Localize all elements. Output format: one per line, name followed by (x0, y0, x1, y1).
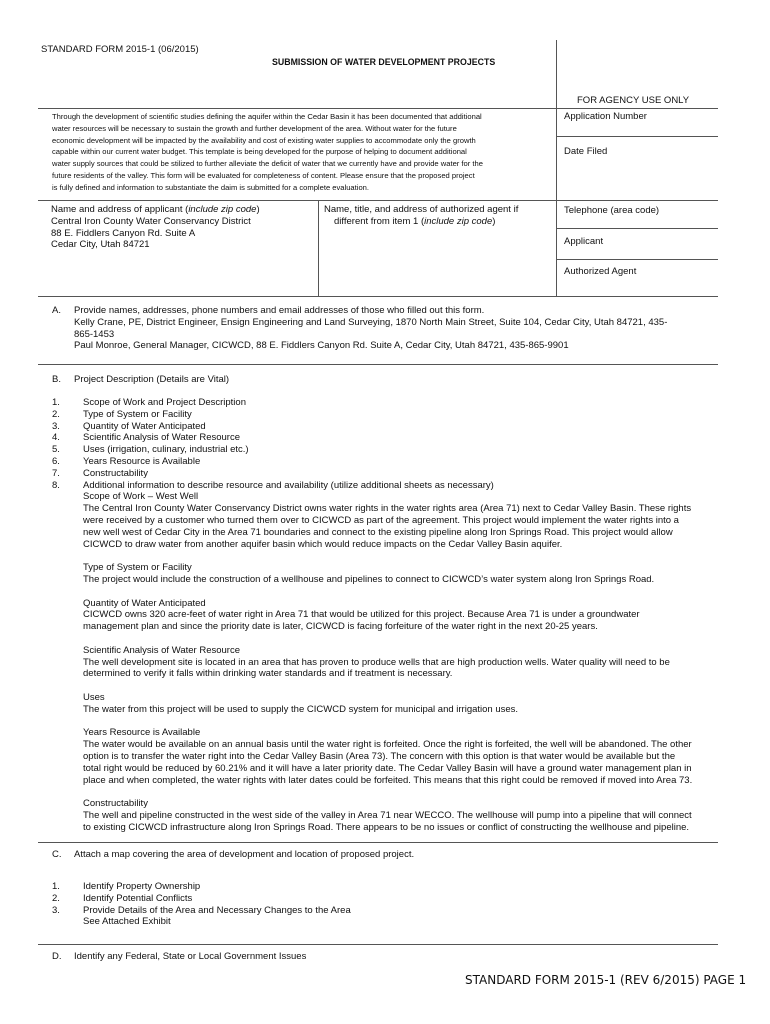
list-item: Uses (irrigation, culinary, industrial etc.) (83, 444, 249, 456)
list-number: 2. (52, 892, 60, 904)
agency-column-border (556, 40, 557, 296)
quantity-line: management plan and since the priority date is later, CICWCD is facing forfeiture of the water right in the next 20-25 years. (83, 621, 598, 633)
years-line: total right would be reduced by 60.21% and it will have a later priority date. The Cedar Valley Basin will have a ground water management plan in (83, 762, 692, 774)
list-number: 5. (52, 444, 60, 456)
applicant-label-end: ) (256, 204, 260, 215)
applicant-agent-divider (318, 200, 319, 296)
section-b-numbers (52, 397, 60, 491)
agent-label-line2 (324, 216, 518, 228)
applicant-city: Cedar City, Utah 84721 (51, 239, 150, 251)
agency-heading: FOR AGENCY USE ONLY (577, 95, 690, 106)
list-item: Provide Details of the Area and Necessary Changes to the Area (83, 904, 351, 916)
scope-heading: Scope of Work – West Well (83, 491, 199, 503)
years-line: option is to transfer the water right into the Cedar Valley Basin (Area 73). The concern with this option is that water would be available but the (83, 750, 676, 762)
section-a-line: Kelly Crane, PE, District Engineer, Ensign Engineering and Land Surveying, 1870 North Main Street, Suite 104, Cedar City, Utah 84721, 435- (74, 316, 668, 328)
exhibit-note: See Attached Exhibit (83, 916, 171, 928)
applicant-label (51, 204, 260, 216)
section-d-top-divider (38, 944, 718, 945)
uses-line: The water from this project will be used to supply the CICWCD system for municipal and irrigation uses. (83, 703, 519, 715)
list-number: 3. (52, 420, 60, 432)
section-c-letter: C. (52, 849, 62, 860)
scientific-line: determined to verify it falls within drinking water standards and if treatment is necessary. (83, 668, 453, 680)
list-item: Years Resource is Available (83, 455, 201, 467)
intro-line: future residents of the valley. This form will be evaluated for completeness of content. Please ensure that the proposed project (52, 170, 475, 180)
telephone-label: Telephone (area code) (564, 205, 660, 216)
agency-divider-2 (556, 228, 718, 229)
quantity-line: CICWCD owns 320 acre-feet of water right in Area 71 that would be utilized for this project. Because Area 71 is under a groundwater (83, 609, 640, 621)
scope-line: new well west of Cedar City in the Area 71 boundaries and connect to the existing pipeline along Iron Springs Road. This project would allow (83, 526, 673, 538)
scientific-line: The well development site is located in an area that has proven to produce wells that are high production wells. Water quality will need to be (83, 656, 670, 668)
agent-label-line2-italic: include zip code (424, 215, 493, 227)
authorized-agent-label: Authorized Agent (564, 266, 637, 277)
years-line: The water would be available on an annual basis until the water right is forfeited. Once the right is forfeited, the well will be abandoned. The other (83, 739, 692, 751)
section-a-line: 865-1453 (74, 328, 115, 340)
type-heading: Type of System or Facility (83, 562, 192, 574)
section-a (74, 305, 667, 352)
section-d-letter: D. (52, 951, 62, 962)
list-number: 2. (52, 408, 60, 420)
list-number: 3. (52, 904, 60, 916)
uses-heading: Uses (83, 691, 105, 703)
section-a-letter: A. (52, 305, 61, 316)
section-a-prompt: Provide names, addresses, phone numbers and email addresses of those who filled out this form. (74, 305, 485, 316)
intro-line: economic development will be impacted by the availability and cost of existing water supplies to accommodate only the growth (52, 135, 476, 145)
agent-label-line2-end: ) (492, 215, 496, 227)
agent-label-line1: Name, title, and address of authorized agent if (324, 204, 519, 215)
section-c-list (83, 881, 351, 928)
constructability-line: The well and pipeline constructed in the west side of the valley in Area 71 near WECCO. The wellhouse will pump into a pipeline that will connect (83, 809, 692, 821)
section-c-numbers (52, 881, 60, 916)
agent-label-line2-text: different from item 1 ( (334, 215, 425, 227)
section-b-letter: B. (52, 374, 61, 385)
list-item: Additional information to describe resource and availability (utilize additional sheets as necessary) (83, 479, 494, 491)
section-c-top-divider (38, 842, 718, 843)
intro-line: water supply sources that could be stilized to further alleviate the deficit of water that we currently have and provide water for the (52, 159, 483, 169)
section-b-prompt: Project Description (Details are Vital) (74, 374, 230, 385)
list-number: 1. (52, 881, 60, 892)
applicant-box (51, 204, 260, 251)
section-a-line: Paul Monroe, General Manager, CICWCD, 88 E. Fiddlers Canyon Rd. Suite A, Cedar City, Utah 84721, 435-865-9901 (74, 340, 569, 352)
applicant-label-italic: include zip code (188, 204, 257, 215)
quantity-heading: Quantity of Water Anticipated (83, 597, 206, 609)
list-item: Identify Potential Conflicts (83, 892, 193, 904)
agency-divider-1 (556, 136, 718, 137)
applicant-label-text: Name and address of applicant ( (51, 204, 189, 215)
list-number: 8. (52, 479, 60, 491)
constructability-line: to existing CICWCD infrastructure along Iron Springs Road. There appears to be no issues or conflict of constructing the wellhouse and pipeline. (83, 821, 690, 833)
intro-line: water resources will be necessary to sustain the growth and further development of the area. Without water for the future (52, 123, 457, 133)
list-item: Type of System or Facility (83, 408, 192, 420)
list-number: 4. (52, 432, 60, 444)
scope-line: The Central Iron County Water Conservancy District owns water rights in the water rights area (Area 71) next to Cedar Valley Basin. These rights (83, 503, 692, 515)
scope-line: CICWCD to draw water from another aquifer basin which would reduce impacts on the Cedar Valley Basin aquifer. (83, 538, 563, 550)
section-b-top-divider (38, 364, 718, 365)
list-item: Scientific Analysis of Water Resource (83, 432, 240, 444)
intro-paragraph (52, 111, 483, 194)
constructability-heading: Constructability (83, 798, 148, 810)
section-a-top-divider (38, 296, 718, 297)
applicant-address: 88 E. Fiddlers Canyon Rd. Suite A (51, 227, 196, 239)
header-divider (38, 108, 718, 109)
intro-line: Through the development of scientific studies defining the aquifer within the Cedar Basin it has been documented that additional (52, 112, 482, 121)
form-id: STANDARD FORM 2015-1 (06/2015) (41, 44, 199, 55)
section-b-body (83, 397, 692, 833)
intro-line: is fully defined and information to substantiate the daim is submitted for a complete evaluation. (52, 182, 370, 192)
agency-divider-3 (556, 259, 718, 260)
list-item: Constructability (83, 467, 148, 479)
list-number: 7. (52, 467, 60, 479)
applicant-name: Central Iron County Water Conservancy District (51, 215, 251, 227)
page-footer: STANDARD FORM 2015-1 (REV 6/2015) PAGE 1 (465, 973, 747, 987)
applicant-agency-label: Applicant (564, 236, 604, 247)
scope-line: were received by a customer who turned them over to CICWCD as part of the agreement. This project would implement the water rights into a (83, 514, 679, 526)
list-item: Identify Property Ownership (83, 881, 201, 892)
list-item: Quantity of Water Anticipated (83, 420, 206, 432)
intro-line: capable within our current water budget. This template is being developed for the purpose of helping to document additional (52, 147, 467, 157)
agent-box (324, 204, 518, 228)
list-number: 6. (52, 455, 60, 467)
application-number-label: Application Number (564, 111, 647, 122)
years-heading: Years Resource is Available (83, 727, 201, 739)
list-number: 1. (52, 397, 60, 408)
years-line: place and when completed, the water rights with later dates could be forfeited. This means that this right could be removed if moved into Area 73. (83, 774, 693, 786)
form-title: SUBMISSION OF WATER DEVELOPMENT PROJECTS (272, 57, 496, 67)
scientific-heading: Scientific Analysis of Water Resource (83, 644, 240, 656)
section-d-prompt: Identify any Federal, State or Local Government Issues (74, 951, 307, 962)
applicant-top-divider (38, 200, 718, 201)
date-filed-label: Date Filed (564, 146, 608, 157)
list-item: Scope of Work and Project Description (83, 397, 246, 408)
type-line: The project would include the construction of a wellhouse and pipelines to connect to CICWCD’s water system along Iron Springs Road. (83, 573, 655, 585)
section-c-prompt: Attach a map covering the area of development and location of proposed project. (74, 849, 415, 860)
